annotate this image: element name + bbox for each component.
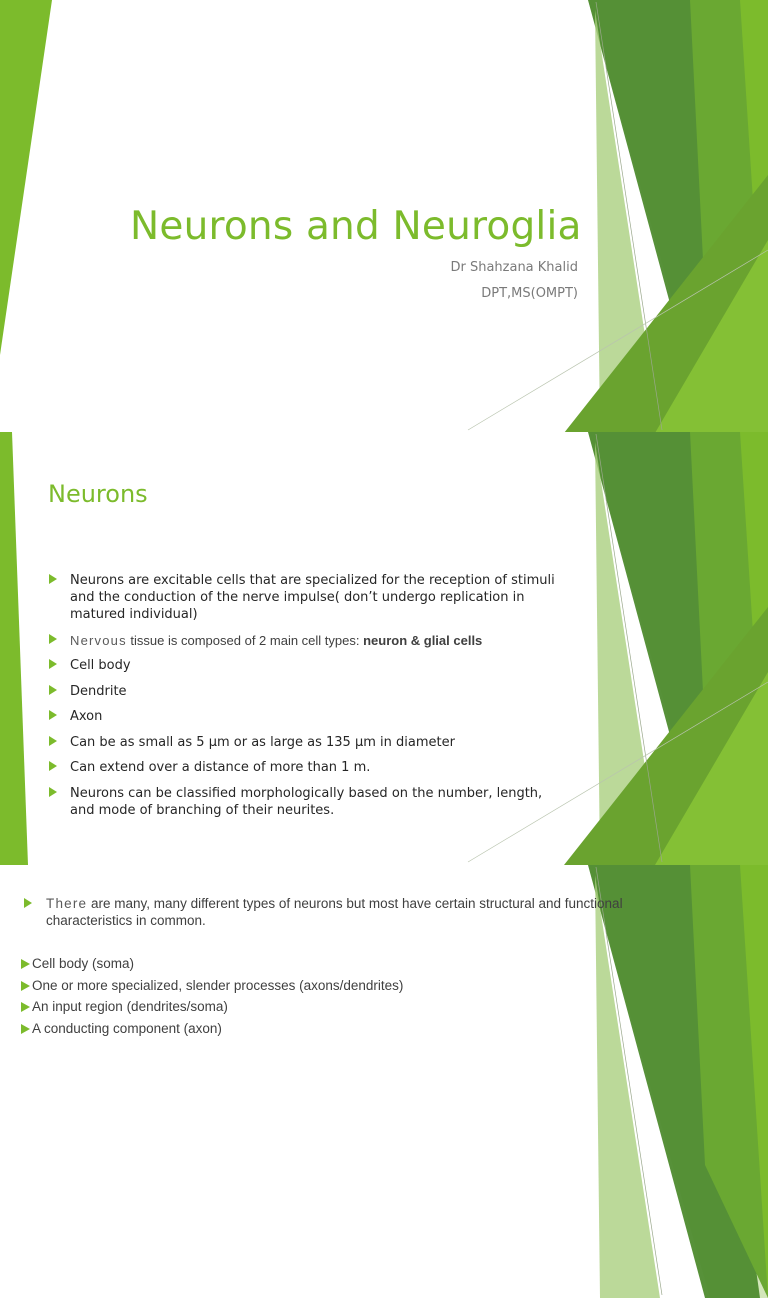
bullet-arrow-icon xyxy=(24,898,32,908)
bullet-arrow-icon xyxy=(49,685,57,695)
bullet-arrow-icon xyxy=(49,634,57,644)
bullet-arrow-icon xyxy=(49,574,57,584)
bullet-arrow-icon xyxy=(21,981,30,991)
list-item: Can extend over a distance of more than 1 m. xyxy=(48,759,568,776)
list-item: A conducting component (axon) xyxy=(21,1018,403,1040)
list-item: Cell body (soma) xyxy=(21,953,403,975)
decorative-green-shapes xyxy=(0,865,768,1298)
list-item: Neurons can be classified morphologically based on the number, length, and mode of branching of their neurites. xyxy=(48,785,568,819)
list-item: Nervous tissue is composed of 2 main cell types: neuron & glial cells xyxy=(48,632,568,649)
list-item: Dendrite xyxy=(48,683,568,700)
bullet-arrow-icon xyxy=(49,736,57,746)
slide-title: Neurons xyxy=(48,480,148,508)
author-credentials: DPT,MS(OMPT) xyxy=(481,286,578,301)
bullet-arrow-icon xyxy=(49,787,57,797)
intro-paragraph: There are many, many different types of neurons but most have certain structural and functional characteristics in common. xyxy=(24,895,684,929)
list-item: One or more specialized, slender processes (axons/dendrites) xyxy=(21,975,403,997)
neurons-slide xyxy=(0,432,768,865)
neuron-characteristics-slide xyxy=(0,865,768,1036)
author-name: Dr Shahzana Khalid xyxy=(450,260,578,275)
list-item: Neurons are excitable cells that are specialized for the reception of stimuli and the conduction of the nerve impulse( don’t undergo replication in matured individual) xyxy=(48,572,568,623)
list-item: Can be as small as 5 μm or as large as 135 μm in diameter xyxy=(48,734,568,751)
bullet-arrow-icon xyxy=(21,1024,30,1034)
bullet-arrow-icon xyxy=(49,710,57,720)
characteristics-list xyxy=(21,953,403,1039)
bullet-list xyxy=(48,572,568,827)
list-item: Cell body xyxy=(48,657,568,674)
bullet-arrow-icon xyxy=(21,1002,30,1012)
bullet-arrow-icon xyxy=(21,959,30,969)
bullet-arrow-icon xyxy=(49,761,57,771)
title-slide xyxy=(0,0,768,432)
bullet-arrow-icon xyxy=(49,659,57,669)
list-item: Axon xyxy=(48,708,568,725)
list-item: An input region (dendrites/soma) xyxy=(21,996,403,1018)
slide-title: Neurons and Neuroglia xyxy=(130,204,582,249)
